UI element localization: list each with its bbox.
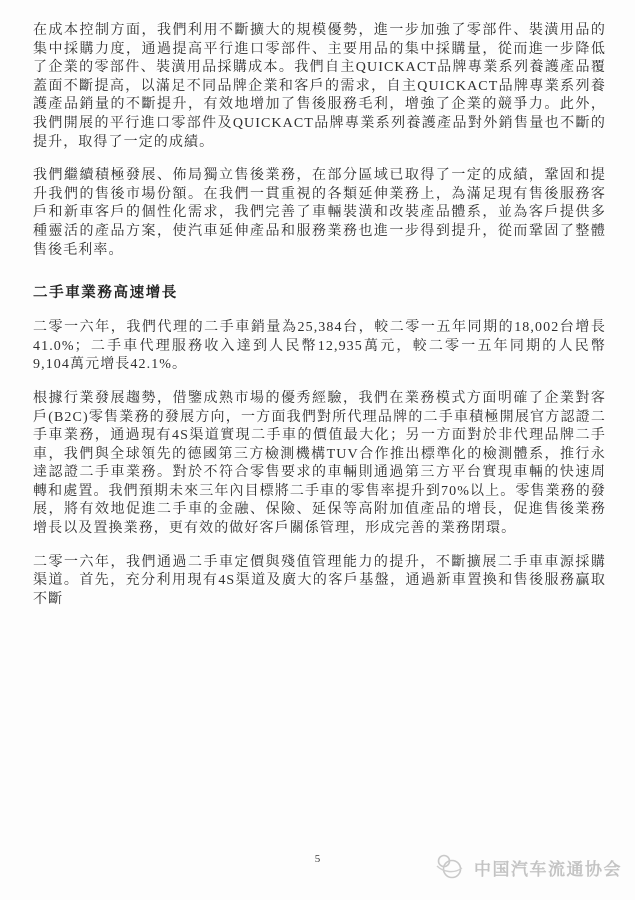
watermark (434, 852, 622, 882)
section-heading-used-car-growth: 二手車業務高速增長 (33, 285, 178, 302)
paragraph-used-car-sales-figures: 二零一六年，我們代理的二手車銷量為25,384台，較二零一五年同期的18,002台增長41.0%；二手車代理服務收入達到人民幣12,935萬元，較二零一五年同期的人民幣9,104萬元增長42.1%。 (33, 320, 606, 373)
watermark-text: 中国汽车流通协会 (474, 859, 622, 879)
cada-logo-icon (434, 852, 468, 882)
paragraph-used-car-sourcing: 二零一六年，我們通過二手車定價與殘值管理能力的提升，不斷擴展二手車車源採購渠道。首先，充分利用現有4S渠道及廣大的客戶基盤，通過新車置換和售後服務贏取不斷 (33, 554, 606, 607)
paragraph-aftersales-extension: 我們繼續積極發展、佈局獨立售後業務，在部分區域已取得了一定的成績，鞏固和提升我們的售後市場份額。在我們一貫重視的各類延伸業務上，為滿足現有售後服務客戶和新車客戶的個性化需求，我們完善了車輛裝潢和改裝產品體系，並為客戶提供多種靈活的產品方案，使汽車延伸產品和服務業務也進一步得到提升，從而鞏固了整體售後毛利率。 (33, 168, 606, 258)
document-body (33, 22, 606, 624)
paragraph-b2c-retail-model: 根據行業發展趨勢，借鑒成熟市場的優秀經驗，我們在業務模式方面明確了企業對客戶(B2C)零售業務的發展方向，一方面我們對所代理品牌的二手車積極開展官方認證二手車業務，通過現有4S渠道實現二手車的價值最大化；另一方面對於非代理品牌二手車，我們與全球領先的德國第三方檢測機構TUV合作推出標準化的檢測體系，推行永達認證二手車業務。對於不符合零售要求的車輛則通過第三方平台實現車輛的快速周轉和處置。我們預期未來三年內目標將二手車的零售率提升到70%以上。零售業務的發展，將有效地促進二手車的金融、保險、延保等高附加值產品的增長，促進售後業務增長以及置換業務，更有效的做好客戶關係管理，形成完善的業務閉環。 (33, 390, 606, 537)
page-number: 5 (314, 853, 321, 865)
paragraph-cost-control: 在成本控制方面，我們利用不斷擴大的規模優勢，進一步加強了零部件、裝潢用品的集中採購力度，通過提高平行進口零部件、主要用品的集中採購量，從而進一步降低了企業的零部件、裝潢用品採購成本。我們自主QUICKACT品牌專業系列養護產品覆蓋面不斷提高，以滿足不同品牌企業和客戶的需求，自主QUICKACT品牌專業系列養護產品銷量的不斷提升，有效地增加了售後服務毛利，增強了企業的競爭力。此外，我們開展的平行進口零部件及QUICKACT品牌專業系列養護產品對外銷售量也不斷的提升，取得了一定的成績。 (33, 23, 606, 150)
